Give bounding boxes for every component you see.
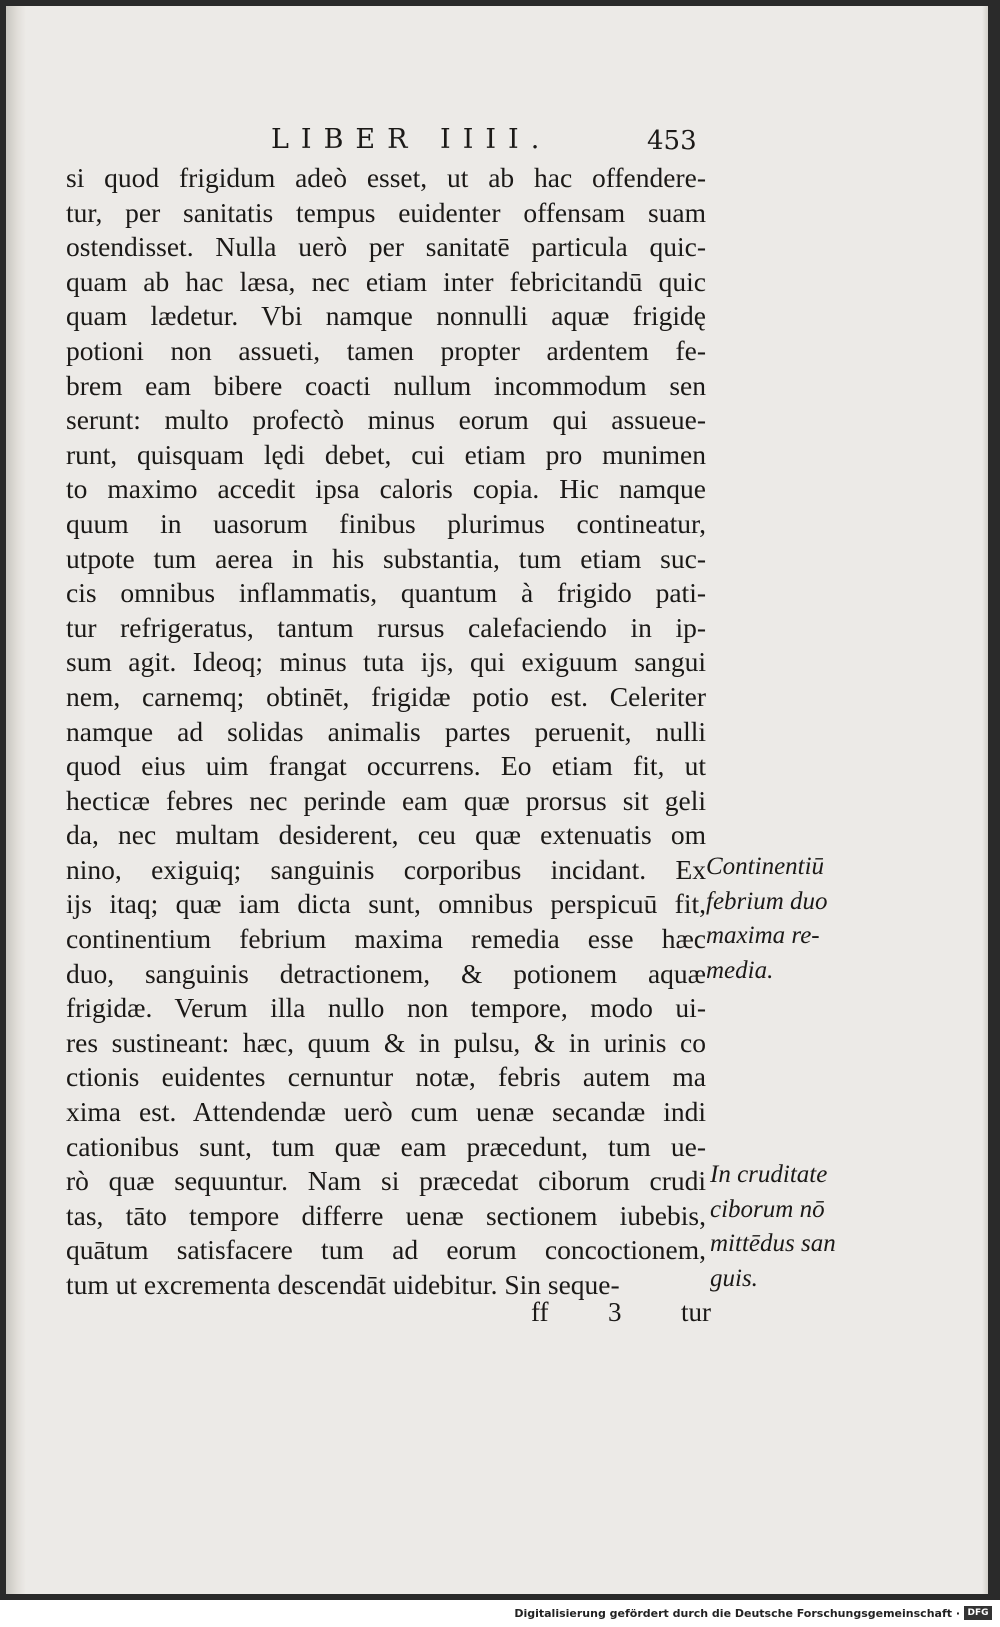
catchword: tur [681,1297,711,1327]
text-line: runt, quisquam lędi debet, cui etiam pro munimen [66,438,706,470]
text-line: cis omnibus inflammatis, quantum à frigido pati- [66,577,706,609]
marginal-note-line: guis. [710,1264,758,1292]
signature-mark: ff [531,1297,549,1327]
signature-number: 3 [608,1297,622,1327]
text-line: si quod frigidum adeò esset, ut ab hac offendere- [66,162,706,193]
text-line: tas, tāto tempore differre uenæ sectionem iubebis, [66,1199,706,1231]
text-line: nem, carnemq; obtinēt, frigidæ potio est. Celeriter [66,680,706,712]
main-text-block [66,161,706,1303]
text-line: quam lædetur. Vbi namque nonnulli aquæ frigidę [66,300,706,332]
text-line: to maximo accedit ipsa caloris copia. Hic namque [66,473,706,505]
book-page [6,6,988,1594]
dfg-logo-icon: DFG [964,1606,992,1620]
text-line: tum ut excrementa descendāt uidebitur. Sin seque- [66,1269,620,1300]
text-line: ijs itaq; quæ iam dicta sunt, omnibus perspicuū fit, [66,888,706,920]
text-line: brem eam bibere coacti nullum incommodum sen [66,369,706,401]
page-number: 453 [647,126,697,156]
catchword-line [531,1297,711,1328]
text-line: namque ad solidas animalis partes peruenit, nulli [66,715,706,747]
text-line: potioni non assueti, tamen propter ardentem fe- [66,334,706,366]
text-line: da, nec multam desiderent, ceu quæ extenuatis om [66,819,706,851]
text-line: duo, sanguinis detractionem, & potionem aquæ [66,957,706,989]
marginal-note-line: mittēdus san [710,1230,836,1258]
text-line: res sustineant: hæc, quum & in pulsu, & in urinis co [66,1026,706,1058]
text-line: tur, per sanitatis tempus euidenter offensam suam [66,196,706,228]
text-line: quātum satisfacere tum ad eorum concoctionem, [66,1234,706,1266]
text-line: cationibus sunt, tum quæ eam præcedunt, tum ue- [66,1130,706,1162]
text-line: ctionis euidentes cernuntur notæ, febris autem ma [66,1061,706,1093]
text-line: quod eius uim frangat occurrens. Eo etiam fit, ut [66,750,706,782]
marginal-note-line: ciborum nō [710,1195,825,1223]
running-head: LIBER IIII. [271,124,552,155]
text-line: nino, exiguiq; sanguinis corporibus incidant. Ex [66,853,706,885]
text-line: frigidæ. Verum illa nullo non tempore, modo ui- [66,992,706,1024]
marginal-note-line: media. [706,956,774,984]
text-line: ostendisset. Nulla uerò per sanitatē particula quic- [66,231,706,263]
page-edge [982,6,988,1594]
text-line: xima est. Attendendæ uerò cum uenæ secandæ indi [66,1096,706,1128]
footer-strip [0,1600,1000,1627]
text-line: quum in uasorum finibus plurimus contineatur, [66,507,706,539]
text-line: hecticæ febres nec perinde eam quæ prorsus sit geli [66,784,706,816]
text-line: continentium febrium maxima remedia esse hæc [66,923,706,955]
marginal-note-line: In cruditate [710,1161,828,1188]
text-line: utpote tum aerea in his substantia, tum etiam suc- [66,542,706,574]
text-line: rò quæ sequuntur. Nam si præcedat ciborum crudi [66,1165,706,1197]
footer-credit: Digitalisierung gefördert durch die Deutsche Forschungsgemeinschaft · [514,1607,960,1620]
marginal-note-continentium [706,850,828,988]
marginal-note-cruditate [710,1158,836,1296]
text-line: sum agit. Ideoq; minus tuta ijs, qui exiguum sangui [66,646,706,678]
text-line: tur refrigeratus, tantum rursus calefaciendo in ip- [66,611,706,643]
marginal-note-line: maxima re- [706,922,820,950]
page-gutter [6,6,26,1594]
text-line: quam ab hac læsa, nec etiam inter febricitandū quic [66,265,706,297]
marginal-note-line: febrium duo [706,887,828,915]
marginal-note-line: Continentiū [706,853,825,880]
text-line: serunt: multo profectò minus eorum qui assueue- [66,404,706,436]
